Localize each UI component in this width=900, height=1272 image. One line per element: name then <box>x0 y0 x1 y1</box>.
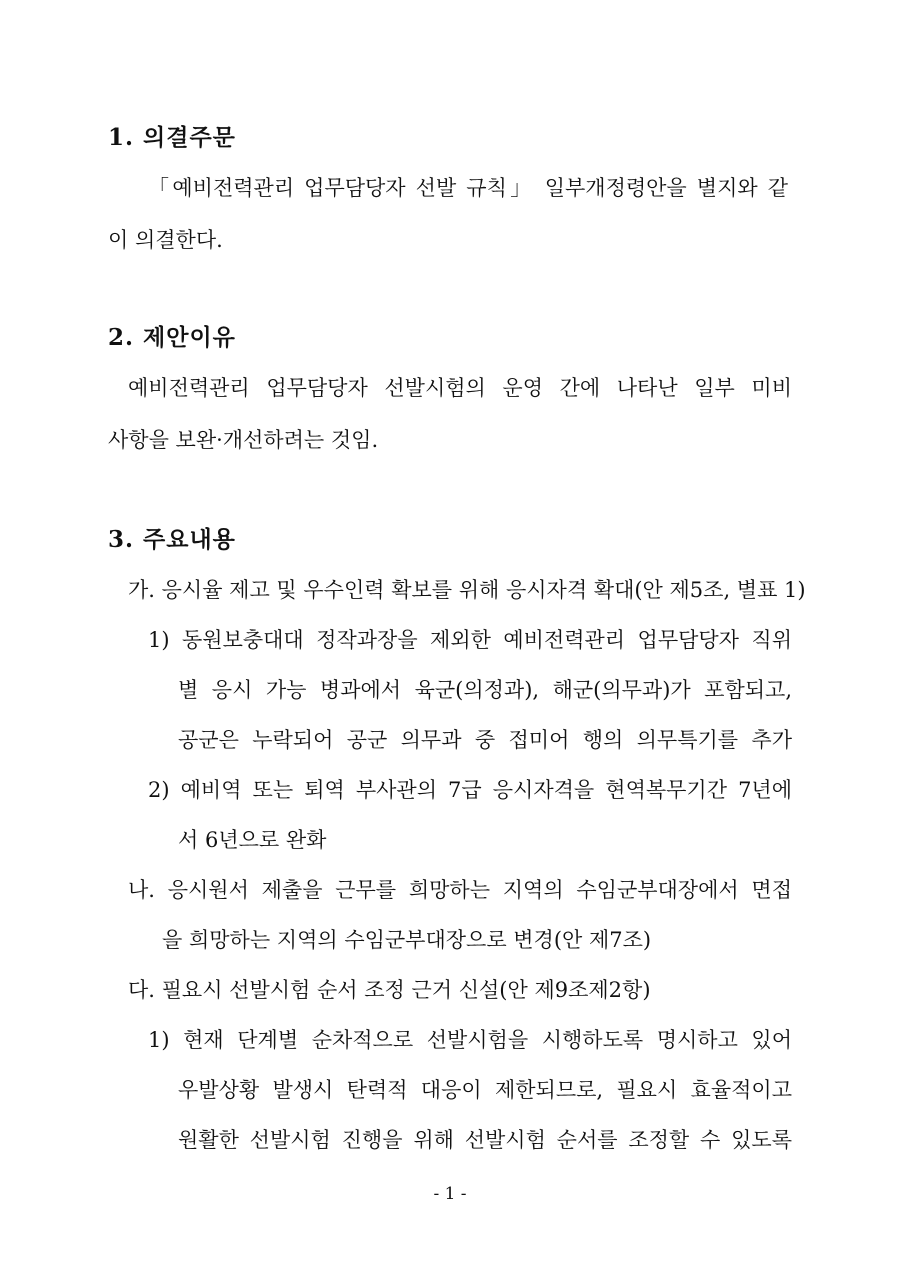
body-line: 「예비전력관리 업무담당자 선발 규칙」 일부개정령안을 별지와 같 <box>148 176 788 200</box>
list-subitem-continued: 별 응시 가능 병과에서 육군(의정과), 해군(의무과)가 포함되고, <box>178 678 792 702</box>
list-subitem-continued: 서 6년으로 완화 <box>178 828 327 852</box>
list-item-na: 나. 응시원서 제출을 근무를 희망하는 지역의 수임군부대장에서 면접 <box>128 878 792 902</box>
section-heading-decision: 1. 의결주문 <box>108 124 236 151</box>
list-item-da: 다. 필요시 선발시험 순서 조정 근거 신설(안 제9조제2항) <box>128 978 651 1002</box>
list-subitem-continued: 우발상황 발생시 탄력적 대응이 제한되므로, 필요시 효율적이고 <box>178 1078 792 1102</box>
list-subitem: 1) 동원보충대대 정작과장을 제외한 예비전력관리 업무담당자 직위 <box>148 628 792 652</box>
list-subitem-continued: 공군은 누락되어 공군 의무과 중 접미어 행의 의무특기를 추가 <box>178 728 792 752</box>
body-line: 예비전력관리 업무담당자 선발시험의 운영 간에 나타난 일부 미비 <box>128 376 792 400</box>
list-subitem: 2) 예비역 또는 퇴역 부사관의 7급 응시자격을 현역복무기간 7년에 <box>148 778 792 802</box>
section-heading-reason: 2. 제안이유 <box>108 324 236 351</box>
body-line: 이 의결한다. <box>108 228 223 252</box>
list-subitem-continued: 원활한 선발시험 진행을 위해 선발시험 순서를 조정할 수 있도록 <box>178 1128 792 1152</box>
section-heading-main-content: 3. 주요내용 <box>108 526 236 553</box>
page-number: - 1 - <box>433 1184 467 1204</box>
body-line: 사항을 보완·개선하려는 것임. <box>108 428 379 452</box>
list-item-ga: 가. 응시율 제고 및 우수인력 확보를 위해 응시자격 확대(안 제5조, 별표 1) <box>128 578 806 602</box>
list-subitem: 1) 현재 단계별 순차적으로 선발시험을 시행하도록 명시하고 있어 <box>148 1028 792 1052</box>
list-item-continued: 을 희망하는 지역의 수임군부대장으로 변경(안 제7조) <box>162 928 652 952</box>
